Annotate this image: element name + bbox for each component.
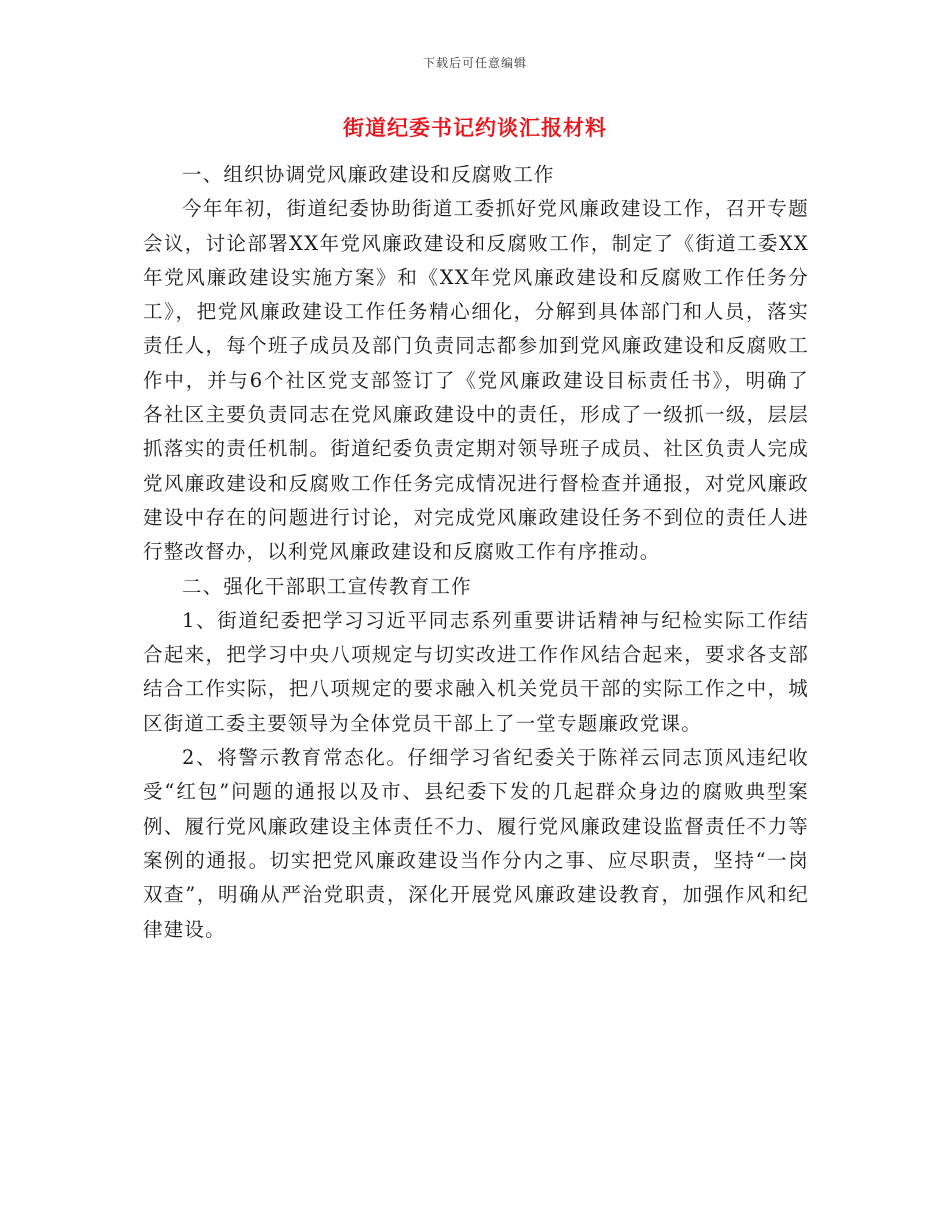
paragraph: 今年年初，街道纪委协助街道工委抓好党风廉政建设工作，召开专题会议，讨论部署XX年党风廉政建设和反腐败工作，制定了《街道工委XX年党风廉政建设实施方案》和《XX年党风廉政建设和反腐败工作任务分工》，把党风廉政建设工作任务精心细化，分解到具体部门和人员，落实责任人，每个班子成员及部门负责同志都参加到党风廉政建设和反腐败工作中，并与6个社区党支部签订了《党风廉政建设目标责任书》，明确了各社区主要负责同志在党风廉政建设中的责任，形成了一级抓一级，层层抓落实的责任机制。街道纪委负责定期对领导班子成员、社区负责人完成党风廉政建设和反腐败工作任务完成情况进行督检查并通报，对党风廉政建设中存在的问题进行讨论，对完成党风廉政建设任务不到位的责任人进行整改督办，以利党风廉政建设和反腐败工作有序推动。 [143, 197, 809, 564]
section-heading-1: 一、组织协调党风廉政建设和反腐败工作 [182, 163, 555, 186]
document-body [143, 158, 809, 947]
paragraph: 1、街道纪委把学习习近平同志系列重要讲话精神与纪检实际工作结合起来，把学习中央八项规定与切实改进工作作风结合起来，要求各支部结合工作实际，把八项规定的要求融入机关党员干部的实际工作之中，城区街道工委主要领导为全体党员干部上了一堂专题廉政党课。 [143, 608, 809, 735]
header-note: 下载后可任意编辑 [422, 56, 527, 70]
section-heading-2: 二、强化干部职工宣传教育工作 [182, 574, 472, 598]
paragraph: 2、将警示教育常态化。仔细学习省纪委关于陈祥云同志顶风违纪收受“红包”问题的通报以及市、县纪委下发的几起群众身边的腐败典型案例、履行党风廉政建设主体责任不力、履行党风廉政建设监督责任不力等案例的通报。切实把党风廉政建设当作分内之事、应尽职责，坚持“一岗双查”，明确从严治党职责，深化开展党风廉政建设教育，加强作风和纪律建设。 [143, 746, 809, 941]
document-title: 街道纪委书记约谈汇报材料 [343, 116, 607, 140]
